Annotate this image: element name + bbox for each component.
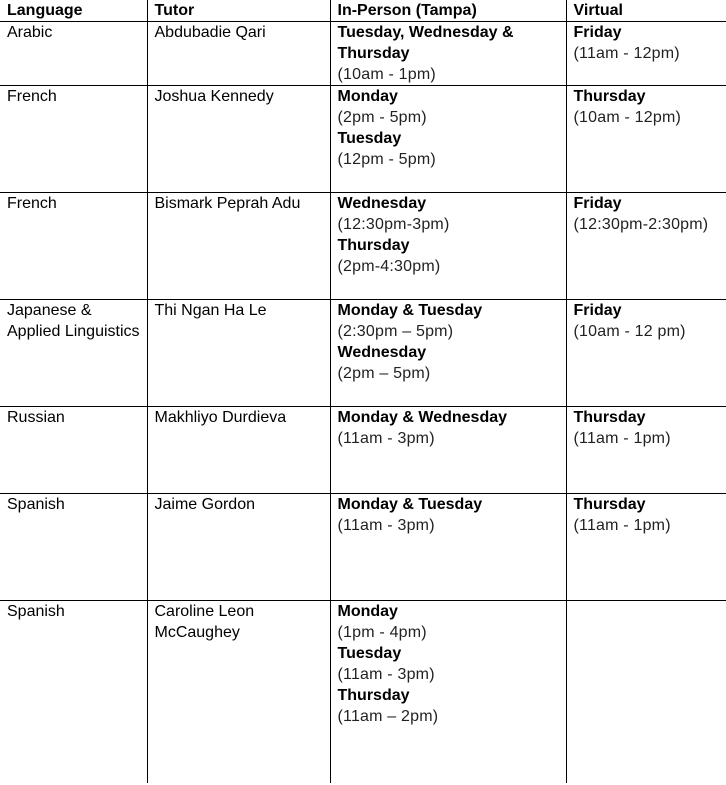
virtual-cell [566, 601, 726, 783]
tutor-cell: Caroline Leon McCaughey [147, 601, 330, 783]
in-person-cell [330, 22, 566, 86]
schedule-day: Friday [573, 302, 622, 319]
schedule-day: Wednesday [337, 344, 427, 361]
schedule-day: Thursday [573, 496, 646, 513]
virtual-cell [566, 407, 726, 494]
table-row [0, 300, 726, 407]
table-row [0, 22, 726, 86]
schedule-time: (12:30pm-2:30pm) [573, 216, 709, 233]
schedule-day: Monday & Tuesday [337, 496, 483, 513]
table-row [0, 601, 726, 783]
tutor-cell: Joshua Kennedy [147, 86, 330, 193]
schedule-time: (10am - 12 pm) [573, 323, 686, 340]
schedule-time: (2pm - 5pm) [337, 109, 427, 126]
table-row [0, 494, 726, 601]
virtual-cell [566, 86, 726, 193]
schedule-time: (10am - 12pm) [573, 109, 682, 126]
tutor-cell: Makhliyo Durdieva [147, 407, 330, 494]
header-in-person: In-Person (Tampa) [330, 0, 566, 22]
schedule-time: (10am - 1pm) [337, 66, 436, 83]
header-tutor: Tutor [147, 0, 330, 22]
language-cell: Japanese & Applied Linguistics [0, 300, 147, 407]
tutor-cell: Thi Ngan Ha Le [147, 300, 330, 407]
language-cell: Russian [0, 407, 147, 494]
schedule-day: Monday & Wednesday [337, 409, 508, 426]
schedule-time: (11am - 3pm) [337, 517, 435, 534]
in-person-cell [330, 494, 566, 601]
language-cell: French [0, 86, 147, 193]
language-cell: Spanish [0, 494, 147, 601]
schedule-day: Monday [337, 603, 398, 620]
schedule-time: (2pm-4:30pm) [337, 258, 441, 275]
virtual-cell [566, 494, 726, 601]
schedule-day: Tuesday [337, 645, 402, 662]
schedule-time: (1pm - 4pm) [337, 624, 427, 641]
schedule-day: Thursday [573, 409, 646, 426]
table-body [0, 22, 726, 783]
virtual-cell [566, 193, 726, 300]
virtual-cell [566, 300, 726, 407]
language-cell: Arabic [0, 22, 147, 86]
in-person-cell [330, 407, 566, 494]
schedule-day: Thursday [337, 687, 410, 704]
schedule-time: (12pm - 5pm) [337, 151, 436, 168]
schedule-day: Wednesday [337, 195, 427, 212]
header-row [0, 0, 726, 22]
schedule-day: Tuesday, Wednesday & Thursday [337, 24, 514, 62]
schedule-day: Friday [573, 195, 622, 212]
schedule-day: Tuesday [337, 130, 402, 147]
schedule-time: (11am - 3pm) [337, 666, 435, 683]
in-person-cell [330, 300, 566, 407]
schedule-day: Thursday [573, 88, 646, 105]
schedule-time: (12:30pm-3pm) [337, 216, 450, 233]
schedule-time: (11am - 12pm) [573, 45, 680, 62]
schedule-time: (11am – 2pm) [337, 708, 439, 725]
schedule-day: Thursday [337, 237, 410, 254]
in-person-cell [330, 193, 566, 300]
in-person-cell [330, 601, 566, 783]
schedule-day: Friday [573, 24, 622, 41]
table-row [0, 86, 726, 193]
schedule-day: Monday & Tuesday [337, 302, 483, 319]
language-cell: Spanish [0, 601, 147, 783]
table-row [0, 407, 726, 494]
language-cell: French [0, 193, 147, 300]
in-person-cell [330, 86, 566, 193]
schedule-day: Monday [337, 88, 398, 105]
schedule-time: (11am - 3pm) [337, 430, 435, 447]
tutor-cell: Jaime Gordon [147, 494, 330, 601]
tutor-cell: Bismark Peprah Adu [147, 193, 330, 300]
header-virtual: Virtual [566, 0, 726, 22]
schedule-time: (2pm – 5pm) [337, 365, 431, 382]
schedule-time: (2:30pm – 5pm) [337, 323, 454, 340]
schedule-time: (11am - 1pm) [573, 517, 671, 534]
virtual-cell [566, 22, 726, 86]
schedule-time: (11am - 1pm) [573, 430, 671, 447]
table-row [0, 193, 726, 300]
tutor-cell: Abdubadie Qari [147, 22, 330, 86]
header-language: Language [0, 0, 147, 22]
